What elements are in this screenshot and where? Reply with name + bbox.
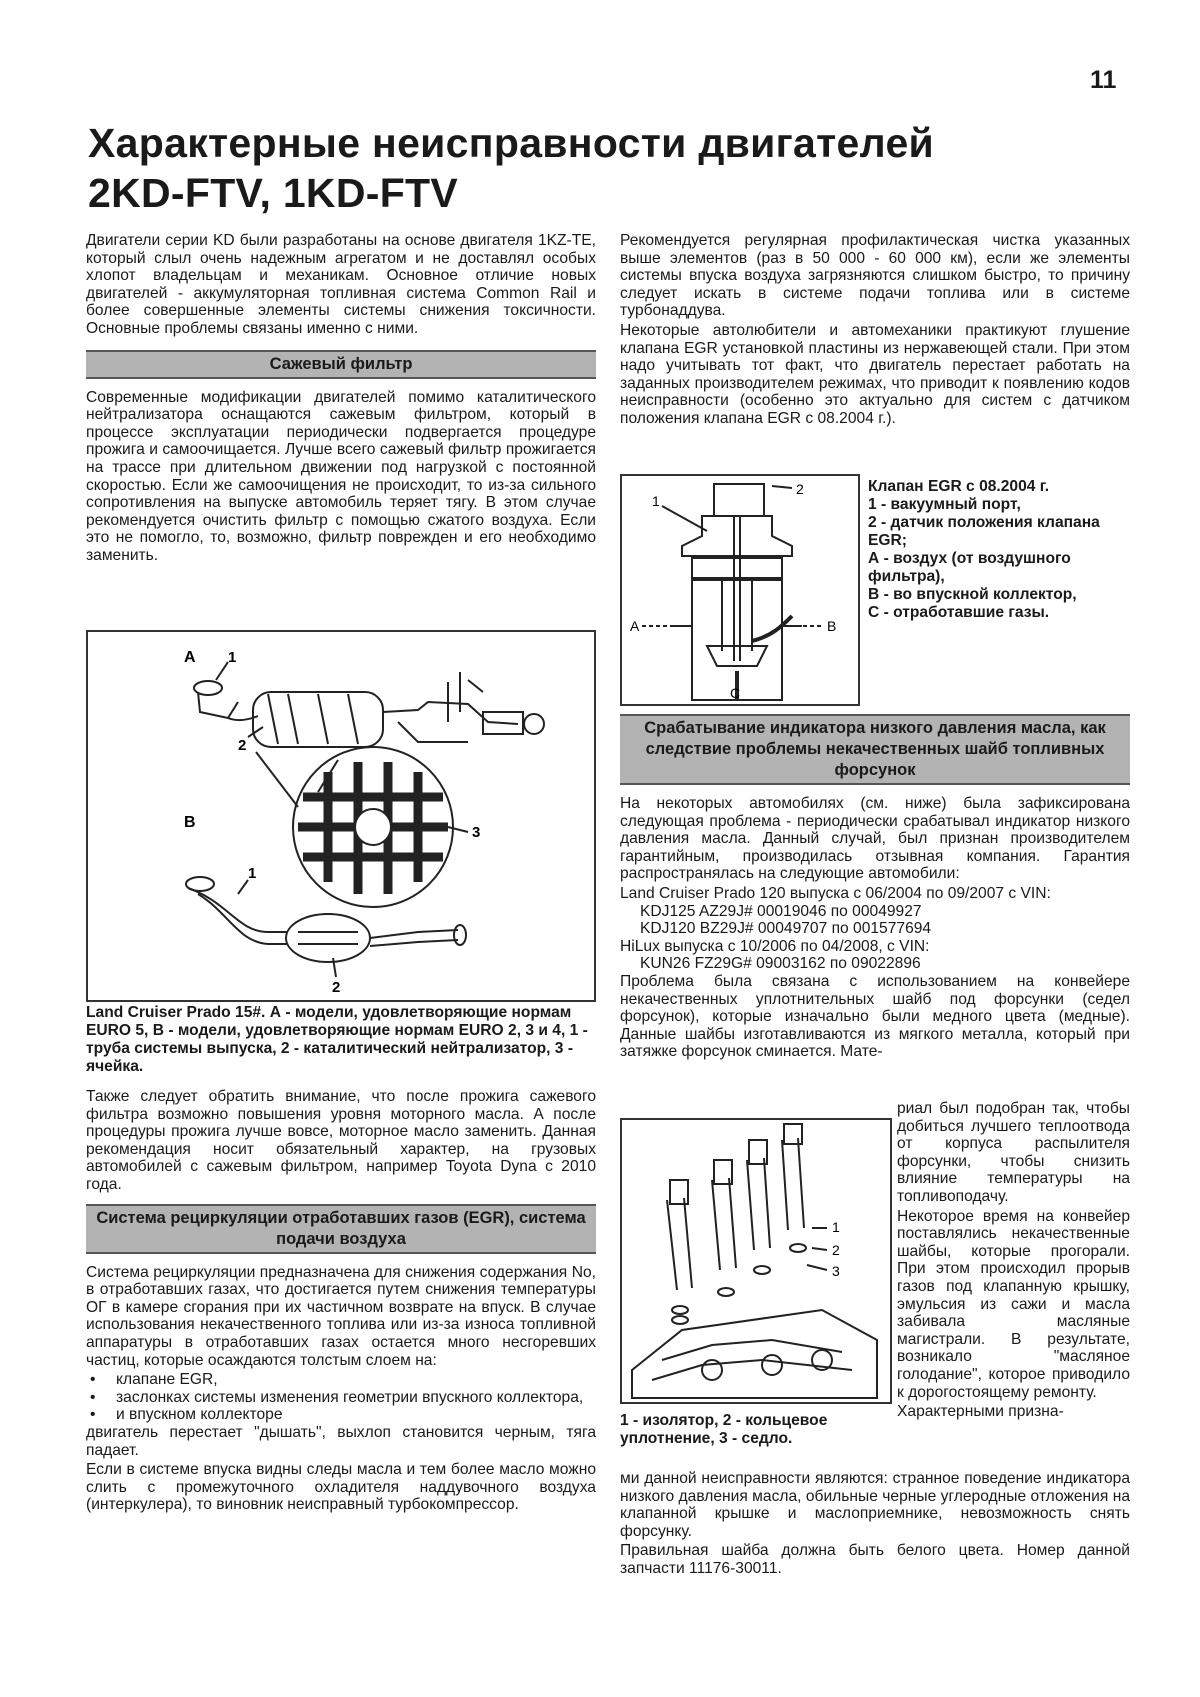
caption-line: В - во впускной коллектор, — [868, 586, 1077, 603]
exhaust-figure-caption: Land Cruiser Prado 15#. А - модели, удовлетворяющие нормам EURO 5, В - модели, удовлетворяющие нормам EURO 2, 3 и 4, 1 - труба системы выпуска, 2 - каталитический нейтрализатор, 3 - ячейка. — [86, 1004, 588, 1075]
oil-paragraph: На некоторых автомобилях (см. ниже) была зафиксирована следующая проблема - периодически срабатывал индикатор низкого давления масла. Данный случай, был признан производителем гарантийным, производилась отзывная компания. Гарантия распространялась на следующие автомобили: — [620, 795, 1130, 883]
symptoms-paragraph: ми данной неисправности являются: странное поведение индикатора низкого давления масла, обильные черные углеродные отложения на клапанной крышке и маслоприемнике, невозможность снять форсунку. — [620, 1470, 1130, 1540]
fig2-label-a: A — [630, 618, 640, 634]
intro-paragraph: Двигатели серии KD были разработаны на основе двигателя 1KZ-TE, который слыл очень надежным агрегатом и не доставлял особых хлопот владельцам и механикам. Основное отличие новых двигателей - аккумуляторная топливная система Common Rail и более совершенные элементы системы снижения токсичности. Основные проблемы связаны именно с ними. — [86, 232, 596, 337]
fig3-label-2: 2 — [832, 1242, 840, 1258]
egr-valve-figure — [620, 474, 860, 706]
vin-line: Land Cruiser Prado 120 выпуска с 06/2004 по 09/2007 с VIN: — [620, 884, 1051, 902]
list-item: • заслонках системы изменения геометрии впускного коллектора, — [116, 1389, 596, 1407]
deposit-list — [86, 1371, 596, 1424]
right-side-text — [897, 1100, 1130, 1423]
page-number: 11 — [1090, 66, 1117, 94]
caption-line: Клапан EGR с 08.2004 г. — [868, 478, 1050, 495]
page-title — [88, 118, 1148, 218]
egr-valve-diagram — [622, 476, 858, 704]
title-line-1: Характерные неисправности двигателей — [88, 120, 935, 166]
part-number-paragraph: Правильная шайба должна быть белого цвета. Номер данной запчасти 11176-30011. — [620, 1542, 1130, 1577]
caption-line: А - воздух (от воздушного фильтра), — [868, 550, 1071, 585]
injector-figure — [620, 1118, 892, 1404]
fig3-label-3: 3 — [832, 1263, 840, 1279]
exhaust-diagram — [88, 632, 594, 1000]
fig2-label-c: C — [730, 685, 741, 701]
fig1-label-1a: 1 — [228, 649, 237, 666]
after-dpf-paragraph: Также следует обратить внимание, что после прожига сажевого фильтра возможно повышения уровня моторного масла. А после процедуры прожига лучше вовсе, моторное масло заменить. Данная рекомендация носит обязательный характер, на грузовых автомобилей с сажевым фильтром, например Toyota Dyna с 2010 года. — [86, 1088, 596, 1193]
left-column-lower — [86, 1004, 596, 1516]
dpf-paragraph: Современные модификации двигателей помимо каталитического нейтрализатора оснащаются сажевым фильтром, который в процессе эксплуатации периодически подвергается процедуре прожига и самоочищается. Лучше всего сажевый фильтр прожигается на трассе при длительном движении под нагрузкой с постоянной скоростью. Если же самоочищения не происходит, то из-за сильного сопротивления на выпуске автомобиль теряет тягу. В этом случае рекомендуется очистить фильтр с помощью сжатого воздуха. Если это не помогло, то, возможно, фильтр поврежден и его необходимо заменить. — [86, 388, 596, 564]
section-heading-dpf: Сажевый фильтр — [86, 350, 596, 379]
list-item: • и впускном коллекторе — [116, 1406, 596, 1424]
list-item: • клапане EGR, — [116, 1371, 596, 1389]
egr-paragraph-3: Если в системе впуска видны следы масла и тем более масло можно слить с промежуточного охладителя наддувочного воздуха (интеркулера), то виновник неисправный турбокомпрессор. — [86, 1461, 596, 1514]
egr-valve-caption — [868, 478, 1130, 622]
right-column — [620, 232, 1130, 430]
exhaust-figure — [86, 630, 596, 1002]
vin-line: KUN26 FZ29G# 09003162 по 09022896 — [640, 955, 921, 973]
burnout-paragraph: Некоторое время на конвейер поставлялись некачественные шайбы, которые прогорали. При этом происходил прорыв газов под клапанную крышку, эмульсия из сажи и масла забивала масляные магистрали. В результате, возникало "масляное голодание", которое приводило к дорогостоящему ремонту. — [897, 1207, 1130, 1401]
caption-line: 1 - вакуумный порт, — [868, 496, 1021, 513]
vin-line: HiLux выпуска с 10/2006 по 04/2008, с VIN: — [620, 937, 930, 955]
right-column-middle — [620, 714, 1130, 1063]
fig1-label-a: A — [184, 649, 196, 666]
egr-paragraph: Система рециркуляции предназначена для снижения содержания No, в отработавших газах, что достигается путем снижения температуры ОГ в камере сгорания при их частичном возврате на впуск. В случае использования некачественного топлива или из-за износа топливной аппаратуры в отработавших газах остается много несгоревших частиц, которые осаждаются толстым слоем на: — [86, 1263, 596, 1369]
injector-figure-caption: 1 - изолятор, 2 - кольцевое уплотнение, 3 - седло. — [620, 1412, 828, 1447]
title-line-2: 2KD-FTV, 1KD-FTV — [88, 170, 459, 216]
cleaning-paragraph: Рекомендуется регулярная профилактическая чистка указанных выше элементов (раз в 50 000 - 60 000 км), если же элементы системы впуска воздуха загрязняются слишком быстро, то причину следует искать в системе подачи топлива или в системе турбонаддува. — [620, 232, 1130, 320]
fig1-label-2b: 2 — [332, 979, 341, 996]
fig2-label-1: 1 — [652, 493, 660, 509]
problem-paragraph: Проблема была связана с использованием на конвейере некачественных уплотнительных шайб под форсунки (седел форсунок), которые изначально были медного цвета (медные). Данные шайбы изготавливаются из мягкого металла, который при затяжке форсунок сминается. Мате- — [620, 972, 1130, 1061]
fig1-label-1b: 1 — [248, 865, 257, 882]
injector-diagram — [622, 1120, 890, 1402]
fig1-label-b: B — [184, 814, 196, 831]
fig1-label-2a: 2 — [238, 737, 247, 754]
egr-paragraph-2: двигатель перестает "дышать", выхлоп становится черным, тяга падает. — [86, 1423, 596, 1459]
symptoms-start: Характерными призна- — [897, 1403, 1064, 1421]
caption-line: 2 - датчик положения клапана EGR; — [868, 514, 1100, 549]
vin-line: KDJ120 BZ29J# 00049707 по 001577694 — [640, 920, 932, 938]
right-column-tail — [620, 1470, 1130, 1580]
section-heading-oil: Срабатывание индикатора низкого давления масла, как следствие проблемы некачественных шайб топливных форсунок — [620, 714, 1130, 785]
section-heading-egr: Система рециркуляции отработавших газов (EGR), система подачи воздуха — [86, 1204, 596, 1254]
vin-line: KDJ125 AZ29J# 00019046 по 00049927 — [640, 902, 922, 920]
fig3-label-1: 1 — [832, 1219, 840, 1235]
caption-line: С - отработавшие газы. — [868, 604, 1050, 621]
material-paragraph: риал был подобран так, чтобы добиться лучшего теплоотвода от корпуса распылителя форсунки, чтобы снизить влияние температуры на топливоподачу. — [897, 1100, 1130, 1205]
egr-blanking-paragraph: Некоторые автолюбители и автомеханики практикуют глушение клапана EGR установкой пластины из нержавеющей стали. При этом надо учитывать тот факт, что двигатель перестает работать на заданных производителем режимах, что приводит к появлению кодов неисправности (особенно это актуально для систем с датчиком положения клапана EGR с 08.2004 г.). — [620, 321, 1130, 427]
fig2-label-b: B — [827, 618, 837, 634]
fig2-label-2: 2 — [796, 481, 804, 497]
fig1-label-3: 3 — [472, 824, 481, 841]
left-column — [86, 232, 596, 567]
